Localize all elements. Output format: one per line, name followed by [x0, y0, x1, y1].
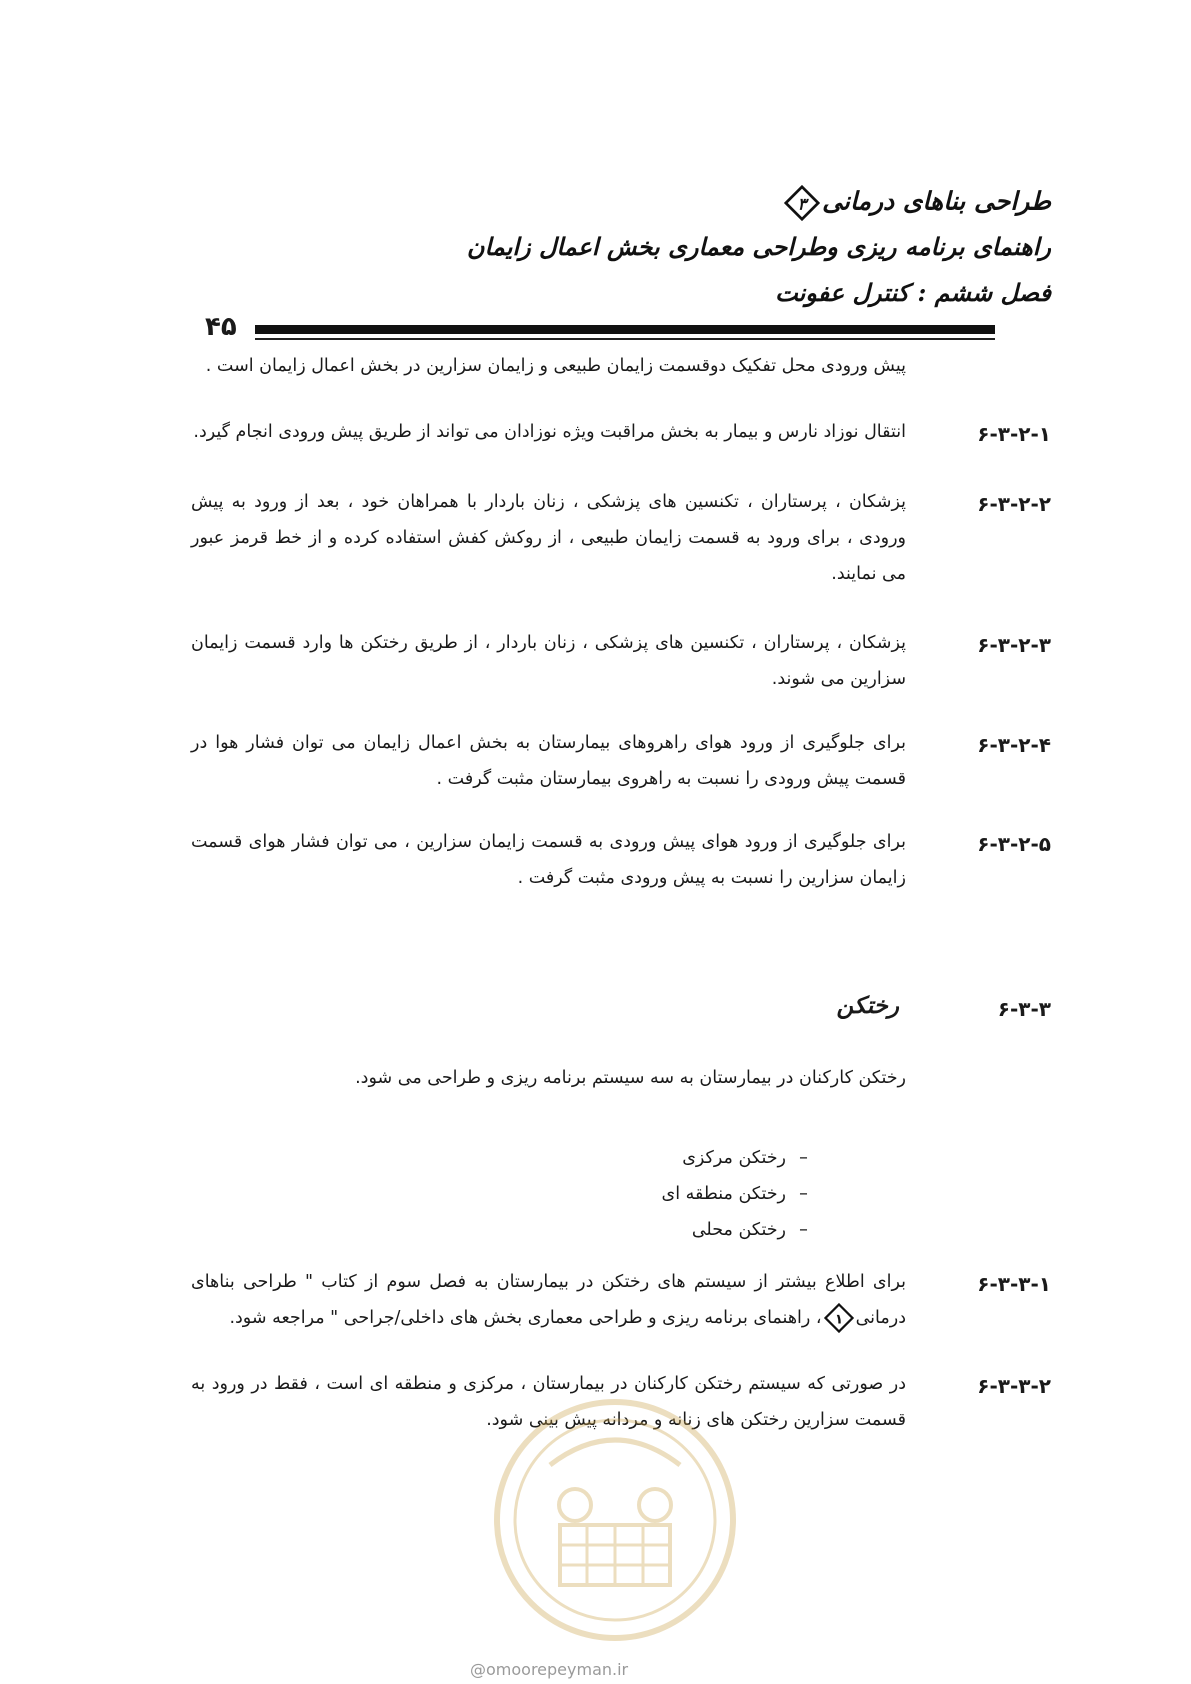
section-number: ۶-۳-۳	[997, 997, 1051, 1021]
sub-item-text-b: ، راهنمای برنامه ریزی و طراحی معماری بخش های داخلی/جراحی " مراجعه شود.	[229, 1308, 822, 1328]
book-title-text: طراحی بناهای درمانی	[822, 186, 1051, 216]
item-number: ۶-۳-۲-۳	[977, 633, 1051, 657]
item-number: ۶-۳-۲-۲	[977, 492, 1051, 516]
page-number: ۴۵	[205, 312, 237, 342]
item-number: ۶-۳-۲-۵	[977, 832, 1051, 856]
list-item-label: رختکن مرکزی	[682, 1148, 786, 1168]
section-title: رختکن	[836, 992, 899, 1019]
sub-item-number: ۶-۳-۳-۲	[977, 1374, 1051, 1398]
volume-badge-inline	[824, 1303, 854, 1333]
list-dash: –	[799, 1148, 808, 1168]
section-intro: رختکن کارکنان در بیمارستان به سه سیستم برنامه ریزی و طراحی می شود.	[355, 1068, 906, 1088]
header-rule-thin	[255, 338, 995, 340]
changing-room-list	[561, 1140, 821, 1248]
list-dash: –	[799, 1184, 808, 1204]
item-text: برای جلوگیری از ورود هوای پیش ورودی به قسمت زایمان سزارین ، می توان فشار هوای قسمت زایمان سزارین را نسبت به پیش ورودی مثبت گرفت .	[191, 832, 906, 888]
item-text: برای جلوگیری از ورود هوای راهروهای بیمارستان به بخش اعمال زایمان می توان فشار هوا در قسمت پیش ورودی را نسبت به راهروی بیمارستان مثبت گرفت .	[191, 733, 906, 789]
intro-paragraph: پیش ورودی محل تفکیک دوقسمت زایمان طبیعی و زایمان سزارین در بخش اعمال زایمان است .	[205, 356, 906, 376]
item-text: پزشکان ، پرستاران ، تکنسین های پزشکی ، زنان باردار با همراهان خود ، بعد از ورود به پیش ورودی ، برای ورود به قسمت زایمان طبیعی ، از روکش کفش استفاده کرده و از خط قرمز عبور می نمایند.	[191, 492, 906, 584]
volume-badge-inline-number: ۱	[834, 1311, 843, 1328]
list-dash: –	[799, 1220, 808, 1240]
item-number: ۶-۳-۲-۱	[977, 422, 1051, 446]
header-rule-thick	[255, 325, 995, 334]
volume-badge-number: ۳	[797, 194, 807, 214]
list-item	[561, 1176, 821, 1212]
item-number: ۶-۳-۲-۴	[977, 733, 1051, 757]
watermark-seal	[490, 1395, 740, 1645]
chapter-title: فصل ششم : کنترل عفونت	[775, 278, 1051, 307]
item-text: پزشکان ، پرستاران ، تکنسین های پزشکی ، زنان باردار ، از طریق رختکن ها وارد قسمت زایمان سزارین می شوند.	[191, 633, 906, 689]
list-item-label: رختکن منطقه ای	[661, 1184, 786, 1204]
volume-badge	[784, 185, 820, 221]
item-text: انتقال نوزاد نارس و بیمار به بخش مراقبت ویژه نوزادان می تواند از طریق پیش ورودی انجام گیرد.	[193, 422, 906, 442]
sub-item-text	[191, 1264, 906, 1336]
sub-item-text-a: برای اطلاع بیشتر از سیستم های رختکن در بیمارستان به فصل سوم از کتاب " طراحی بناهای درمانی	[191, 1272, 906, 1328]
sub-item-number: ۶-۳-۳-۱	[977, 1272, 1051, 1296]
sub-item-text: در صورتی که سیستم رختکن کارکنان در بیمارستان ، مرکزی و منطقه ای است ، فقط در ورود به قسمت سزارین رختکن های زنانه و مردانه پیش بینی شود.	[191, 1374, 906, 1430]
list-item	[561, 1212, 821, 1248]
book-subtitle: راهنمای برنامه ریزی وطراحی معماری بخش اعمال زایمان	[466, 232, 1051, 261]
book-title	[200, 185, 1051, 221]
watermark-url: @omoorepeyman.ir	[470, 1660, 629, 1679]
list-item-label: رختکن محلی	[691, 1220, 786, 1240]
list-item	[561, 1140, 821, 1176]
